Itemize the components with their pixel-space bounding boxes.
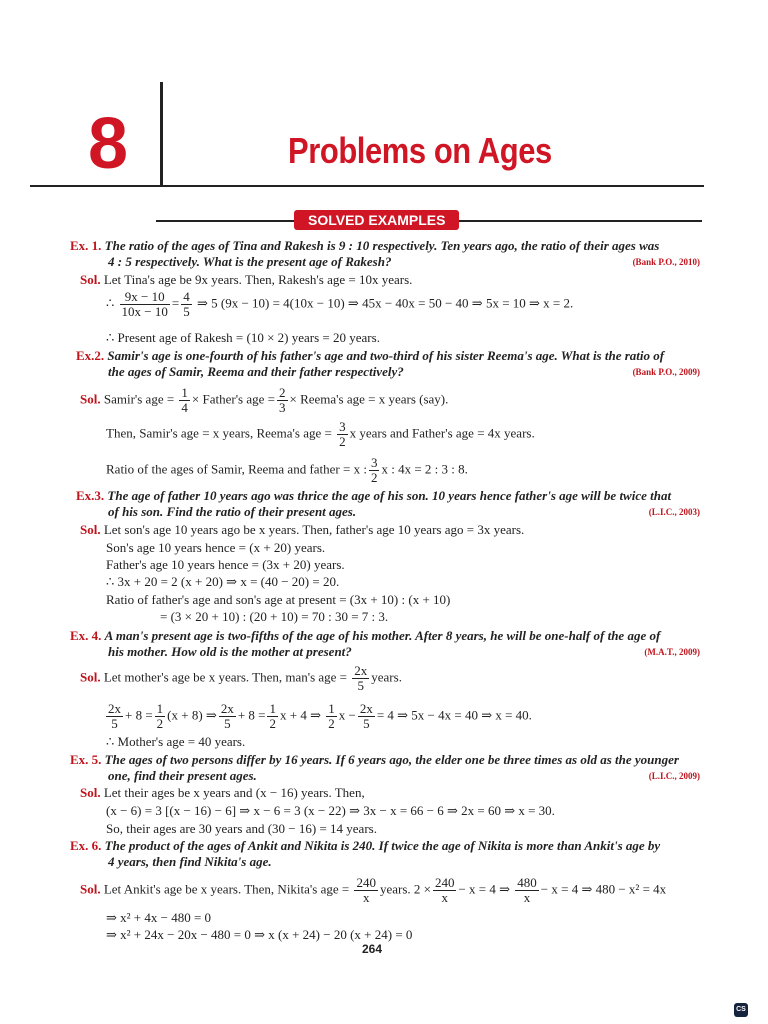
- ex1-question-line1: [70, 238, 659, 254]
- ex1-s2: ⇒ 5 (9x − 10) = 4(10x − 10) ⇒ 45x − 40x = 50 − 40 ⇒ 5x = 10 ⇒ x = 2.: [196, 295, 574, 311]
- ex1-s1: Let Tina's age be 9x years. Then, Rakesh's age = 10x years.: [103, 272, 413, 287]
- ex2-source: (Bank P.O., 2009): [632, 367, 700, 377]
- ex6-label: Ex. 6.: [70, 838, 102, 853]
- ex2-fraction-1: $\frac{1}{4}$: [181, 385, 188, 415]
- ex5-q1: The ages of two persons differ by 16 years. If 6 years ago, the elder one be three times as old as the younger: [104, 752, 679, 767]
- ex5-source: (L.I.C., 2009): [648, 771, 700, 781]
- ex4-label: Ex. 4.: [70, 628, 102, 643]
- ex1-s3: ∴ Present age of Rakesh = (10 × 2) years = 20 years.: [106, 330, 380, 345]
- chapter-title: Problems on Ages: [288, 130, 552, 171]
- ex4-equation: $\frac{2x}{5}$ + 8 = $\frac{1}{2}$ (x + 8) ⇒ $\frac{2x}{5}$ + 8 = $\frac{1}{2}$ x + 4 ⇒ $\frac{1}{2}$ x − $\frac{2x}{5}$ = 4 ⇒ 5x − 4x = 40 ⇒ x = 40.: [108, 701, 532, 731]
- ex3-label: Ex.3.: [76, 488, 105, 503]
- ex6-q1: The product of the ages of Ankit and Nikita is 240. If twice the age of Nikita is more than Ankit's age by: [104, 838, 661, 853]
- ex4-question-line2: [108, 644, 352, 660]
- ex3-s4: ∴ 3x + 20 = 2 (x + 20) ⇒ x = (40 − 20) = 20.: [106, 574, 340, 589]
- ex1-fraction-1: $\frac{9x - 10}{10x - 10}$: [121, 289, 168, 319]
- ex1-sol-label: Sol.: [80, 272, 101, 287]
- cs-badge-icon: CS: [734, 1003, 748, 1017]
- ex5-question-line2: [108, 768, 257, 784]
- ex2-sol-line1: Sol. Samir's age = $\frac{1}{4}$ × Father's age = $\frac{2}{3}$ × Reema's age = x years (say).: [80, 385, 449, 415]
- ex3-s5: Ratio of father's age and son's age at present = (3x + 10) : (x + 10): [106, 592, 451, 607]
- ex6-fraction-1: $\frac{240}{x}$: [356, 875, 376, 905]
- ex3-s6: = (3 × 20 + 10) : (20 + 10) = 70 : 30 = 7 : 3.: [160, 609, 389, 624]
- ex3-source: (L.I.C., 2003): [648, 507, 700, 517]
- ex5-question-line1: [70, 752, 679, 768]
- ex2-fraction-2: $\frac{2}{3}$: [279, 385, 286, 415]
- ex2-question-line2: [108, 364, 404, 380]
- ex3-s2: Son's age 10 years hence = (x + 20) years.: [106, 540, 326, 555]
- ex6-sol-label: Sol.: [80, 881, 101, 897]
- section-badge: SOLVED EXAMPLES: [294, 210, 459, 230]
- ex3-question-line1: [76, 488, 671, 504]
- header-divider: [160, 82, 163, 186]
- ex2-sol-label: Sol.: [80, 391, 101, 407]
- ex4-q1: A man's present age is two-fifths of the age of his mother. After 8 years, he will be one-half of the age of: [104, 628, 661, 643]
- ex2-fraction-4: $\frac{3}{2}$: [370, 455, 378, 485]
- ex6-fraction-3: $\frac{480}{x}$: [517, 875, 537, 905]
- ex4-question-line1: [70, 628, 660, 644]
- header-rule: [30, 185, 704, 187]
- ex5-s3: So, their ages are 30 years and (30 − 16) = 14 years.: [106, 821, 377, 836]
- ex6-sol-line1: Sol. Let Ankit's age be x years. Then, Nikita's age = $\frac{240}{x}$ years. 2 × $\frac{240}{x}$ − x = 4 ⇒ $\frac{480}{x}$ − x = 4 ⇒ 480 − x² = 4x: [80, 875, 667, 905]
- ex5-q2: one, find their present ages.: [108, 768, 257, 783]
- ex2-fraction-3: $\frac{3}{2}$: [339, 419, 346, 449]
- ex1-sol-line2: ∴ $\frac{9x - 10}{10x - 10}$ = $\frac{4}{5}$ ⇒ 5 (9x − 10) = 4(10x − 10) ⇒ 45x − 40x = 50 − 40 ⇒ 5x = 10 ⇒ x = 2.: [106, 289, 574, 319]
- chapter-number: 8: [88, 104, 129, 184]
- ex2-label: Ex.2.: [76, 348, 105, 363]
- ex4-sol-label: Sol.: [80, 669, 101, 685]
- ex2-sol-line3: Ratio of the ages of Samir, Reema and father = x : $\frac{3}{2}$ x : 4x = 2 : 3 : 8.: [106, 455, 468, 485]
- ex5-s2: (x − 6) = 3 [(x − 16) − 6] ⇒ x − 6 = 3 (x − 22) ⇒ 3x − x = 66 − 6 ⇒ 2x = 60 ⇒ x = 30.: [106, 803, 555, 818]
- ex6-s3: ⇒ x² + 24x − 20x − 480 = 0 ⇒ x (x + 24) − 20 (x + 24) = 0: [106, 927, 413, 942]
- ex4-sol-line1: Sol. Let mother's age be x years. Then, man's age = $\frac{2x}{5}$ years.: [80, 663, 402, 693]
- ex3-question-line2: [108, 504, 356, 520]
- ex6-q2: 4 years, then find Nikita's age.: [108, 854, 272, 869]
- ex5-sol-label: Sol.: [80, 785, 101, 800]
- ex1-fraction-2: $\frac{4}{5}$: [183, 289, 190, 319]
- ex2-q2: the ages of Samir, Reema and their father respectively?: [108, 364, 404, 379]
- page-number: 264: [362, 942, 383, 956]
- ex2-question-line1: [76, 348, 664, 364]
- ex3-sol-line1: Sol. Let son's age 10 years ago be x years. Then, father's age 10 years ago = 3x years.: [80, 522, 525, 537]
- ex3-q2: of his son. Find the ratio of their present ages.: [108, 504, 357, 519]
- ex3-sol-label: Sol.: [80, 522, 101, 537]
- ex3-s3: Father's age 10 years hence = (3x + 20) years.: [106, 557, 345, 572]
- ex1-question-line2: [108, 254, 391, 270]
- ex1-source: (Bank P.O., 2010): [632, 257, 700, 267]
- ex6-fraction-2: $\frac{240}{x}$: [434, 875, 455, 905]
- ex1-label: Ex. 1.: [70, 238, 102, 253]
- ex1-q2: 4 : 5 respectively. What is the present age of Rakesh?: [108, 254, 392, 269]
- ex2-sol-line2: Then, Samir's age = x years, Reema's age = $\frac{3}{2}$ x years and Father's age = 4x years.: [106, 419, 535, 449]
- ex6-s2: ⇒ x² + 4x − 480 = 0: [106, 910, 212, 925]
- ex3-q1: The age of father 10 years ago was thrice the age of his son. 10 years hence father's age will be twice that: [107, 488, 672, 503]
- ex2-q1: Samir's age is one-fourth of his father's age and two-third of his sister Reema's age. What is the ratio of: [107, 348, 665, 363]
- ex4-source: (M.A.T., 2009): [644, 647, 700, 657]
- ex1-q1: The ratio of the ages of Tina and Rakesh is 9 : 10 respectively. Ten years ago, the ratio of their ages was: [104, 238, 660, 253]
- ex4-q2: his mother. How old is the mother at present?: [108, 644, 352, 659]
- ex1-sol-line1: [80, 272, 412, 288]
- ex5-sol-line1: Sol. Let their ages be x years and (x − 16) years. Then,: [80, 785, 365, 800]
- ex6-question-line1: [70, 838, 660, 854]
- ex4-fraction-1: $\frac{2x}{5}$: [354, 663, 368, 693]
- ex5-label: Ex. 5.: [70, 752, 102, 767]
- ex6-question-line2: [108, 854, 272, 870]
- ex4-s3: ∴ Mother's age = 40 years.: [106, 734, 246, 749]
